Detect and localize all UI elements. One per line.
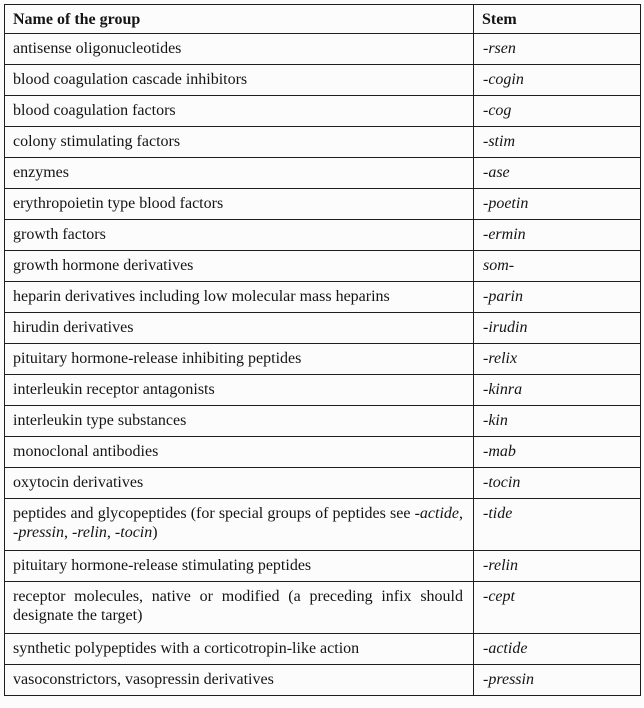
group-text: blood coagulation factors xyxy=(13,102,176,119)
stem-reference-text: -actide xyxy=(414,505,459,522)
group-cell xyxy=(5,551,474,582)
stem-cell: -kinra xyxy=(474,375,641,406)
group-cell xyxy=(5,375,474,406)
table-row xyxy=(5,189,641,220)
group-text: heparin derivatives including low molecular mass heparins xyxy=(13,288,390,305)
stem-cell: -ase xyxy=(474,158,641,189)
stem-cell: -rsen xyxy=(474,34,641,65)
table-row xyxy=(5,499,641,551)
table-row xyxy=(5,344,641,375)
stem-cell: -actide xyxy=(474,634,641,665)
group-cell xyxy=(5,65,474,96)
group-text: vasoconstrictors, vasopressin derivatives xyxy=(13,671,274,688)
group-text: interleukin type substances xyxy=(13,412,187,429)
table-row xyxy=(5,282,641,313)
table-row xyxy=(5,220,641,251)
header-stem: Stem xyxy=(474,5,641,34)
table-row xyxy=(5,127,641,158)
group-text: , xyxy=(63,524,72,541)
stem-cell: -poetin xyxy=(474,189,641,220)
group-text: , xyxy=(106,524,115,541)
stem-cell: -pressin xyxy=(474,665,641,696)
group-text: blood coagulation cascade inhibitors xyxy=(13,71,248,88)
table-row xyxy=(5,582,641,634)
group-text: interleukin receptor antagonists xyxy=(13,381,215,398)
group-cell xyxy=(5,34,474,65)
table-row xyxy=(5,437,641,468)
group-text: colony stimulating factors xyxy=(13,133,181,150)
group-cell xyxy=(5,344,474,375)
table-row xyxy=(5,468,641,499)
group-text: receptor molecules, native or modified (a preceding infix should designate the target) xyxy=(13,588,463,624)
table-row xyxy=(5,313,641,344)
group-cell xyxy=(5,582,474,634)
group-text: synthetic polypeptides with a corticotropin-like action xyxy=(13,640,360,657)
group-text: pituitary hormone-release inhibiting peptides xyxy=(13,350,302,367)
header-name-of-the-group: Name of the group xyxy=(5,5,474,34)
stem-cell: -mab xyxy=(474,437,641,468)
table-row xyxy=(5,158,641,189)
stem-reference-text: -tocin xyxy=(114,524,153,541)
table-row xyxy=(5,634,641,665)
table-row xyxy=(5,406,641,437)
stem-cell: som- xyxy=(474,251,641,282)
group-text: enzymes xyxy=(13,164,69,181)
stem-cell: -ermin xyxy=(474,220,641,251)
group-text: erythropoietin type blood factors xyxy=(13,195,224,212)
table-header-row xyxy=(5,5,641,34)
stem-cell: -cept xyxy=(474,582,641,634)
table-row xyxy=(5,375,641,406)
table-row xyxy=(5,251,641,282)
stem-cell: -tide xyxy=(474,499,641,551)
group-cell xyxy=(5,127,474,158)
stem-cell: -stim xyxy=(474,127,641,158)
group-cell xyxy=(5,313,474,344)
group-cell xyxy=(5,158,474,189)
group-cell xyxy=(5,251,474,282)
stem-cell: -parin xyxy=(474,282,641,313)
group-text: hirudin derivatives xyxy=(13,319,134,336)
group-cell xyxy=(5,189,474,220)
stem-table xyxy=(4,4,641,696)
group-text: antisense oligonucleotides xyxy=(13,40,182,57)
group-text: growth hormone derivatives xyxy=(13,257,194,274)
group-text: , xyxy=(459,505,463,522)
stem-cell: -irudin xyxy=(474,313,641,344)
group-cell xyxy=(5,634,474,665)
group-text: monoclonal antibodies xyxy=(13,443,159,460)
group-cell xyxy=(5,406,474,437)
stem-cell: -relin xyxy=(474,551,641,582)
group-cell xyxy=(5,282,474,313)
table-row xyxy=(5,65,641,96)
stem-reference-text: -relin xyxy=(71,524,107,541)
group-cell xyxy=(5,220,474,251)
stem-cell: -kin xyxy=(474,406,641,437)
group-text: pituitary hormone-release stimulating peptides xyxy=(13,557,312,574)
group-cell xyxy=(5,437,474,468)
group-cell xyxy=(5,499,474,551)
stem-cell: -cog xyxy=(474,96,641,127)
group-cell xyxy=(5,665,474,696)
table-row xyxy=(5,551,641,582)
table-row xyxy=(5,34,641,65)
group-text: ) xyxy=(152,524,158,541)
table-row xyxy=(5,96,641,127)
stem-cell: -tocin xyxy=(474,468,641,499)
group-cell xyxy=(5,468,474,499)
group-cell xyxy=(5,96,474,127)
group-text: oxytocin derivatives xyxy=(13,474,144,491)
group-text: peptides and glycopeptides (for special groups of peptides see xyxy=(13,505,415,522)
table-row xyxy=(5,665,641,696)
group-text: growth factors xyxy=(13,226,106,243)
stem-cell: -cogin xyxy=(474,65,641,96)
stem-reference-text: -pressin xyxy=(13,524,64,541)
stem-cell: -relix xyxy=(474,344,641,375)
